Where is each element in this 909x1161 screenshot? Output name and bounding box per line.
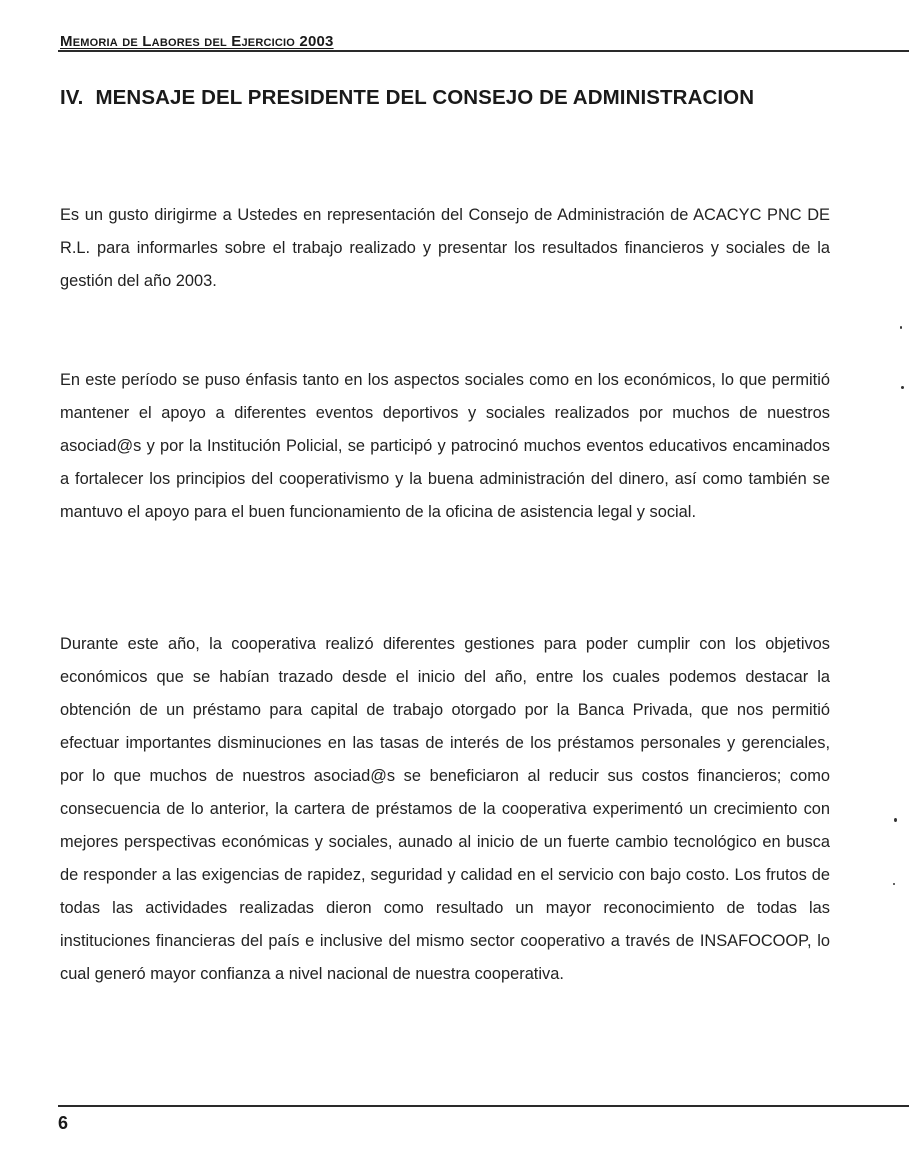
scan-speck [901, 386, 904, 389]
paragraph-social-activities: En este período se puso énfasis tanto en los aspectos sociales como en los económicos, lo que permitió mantener el apoyo a diferentes eventos deportivos y sociales realizados por muchos de nuestros asociad@s y por la Institución Policial, se participó y patrocinó muchos eventos educativos encaminados a fortalecer los principios del cooperativismo y la buena administración del dinero, así como también se mantuvo el apoyo para el buen funcionamiento de la oficina de asistencia legal y social. [60, 371, 830, 521]
paragraph-intro: Es un gusto dirigirme a Ustedes en representación del Consejo de Administración de ACACYC PNC DE R.L. para informarles sobre el trabajo realizado y presentar los resultados financieros y sociales de la gestión del año 2003. [60, 206, 830, 290]
header-rule [58, 50, 909, 52]
scan-speck [900, 326, 902, 329]
paragraph-economic-management: Durante este año, la cooperativa realizó diferentes gestiones para poder cumplir con los objetivos económicos que se habían trazado desde el inicio del año, entre los cuales podemos destacar la obtención de un préstamo para capital de trabajo otorgado por la Banca Privada, que nos permitió efectuar importantes disminuciones en las tasas de interés de los préstamos personales y gerenciales, por lo que muchos de nuestros asociad@s se beneficiaron al reducir sus costos financieros; como consecuencia de lo anterior, la cartera de préstamos de la cooperativa experimentó un crecimiento con mejores perspectivas económicas y sociales, aunado al inicio de un fuerte cambio tecnológico en busca de responder a las exigencias de rapidez, seguridad y calidad en el servicio con bajo costo. Los frutos de todas las actividades realizadas dieron como resultado un mayor reconocimiento de todas las instituciones financieras del país e inclusive del mismo sector cooperativo a través de INSAFOCOOP, lo cual generó mayor confianza a nivel nacional de nuestra cooperativa. [60, 635, 830, 983]
running-header: Memoria de Labores del Ejercicio 2003 [60, 33, 334, 50]
scan-speck [893, 883, 895, 885]
footer-rule [58, 1105, 909, 1107]
page-number: 6 [58, 1113, 69, 1133]
section-number: IV. [60, 86, 84, 109]
section-title-text: MENSAJE DEL PRESIDENTE DEL CONSEJO DE ADMINISTRACION [95, 86, 755, 109]
section-title [60, 86, 754, 110]
scan-speck [894, 818, 897, 822]
